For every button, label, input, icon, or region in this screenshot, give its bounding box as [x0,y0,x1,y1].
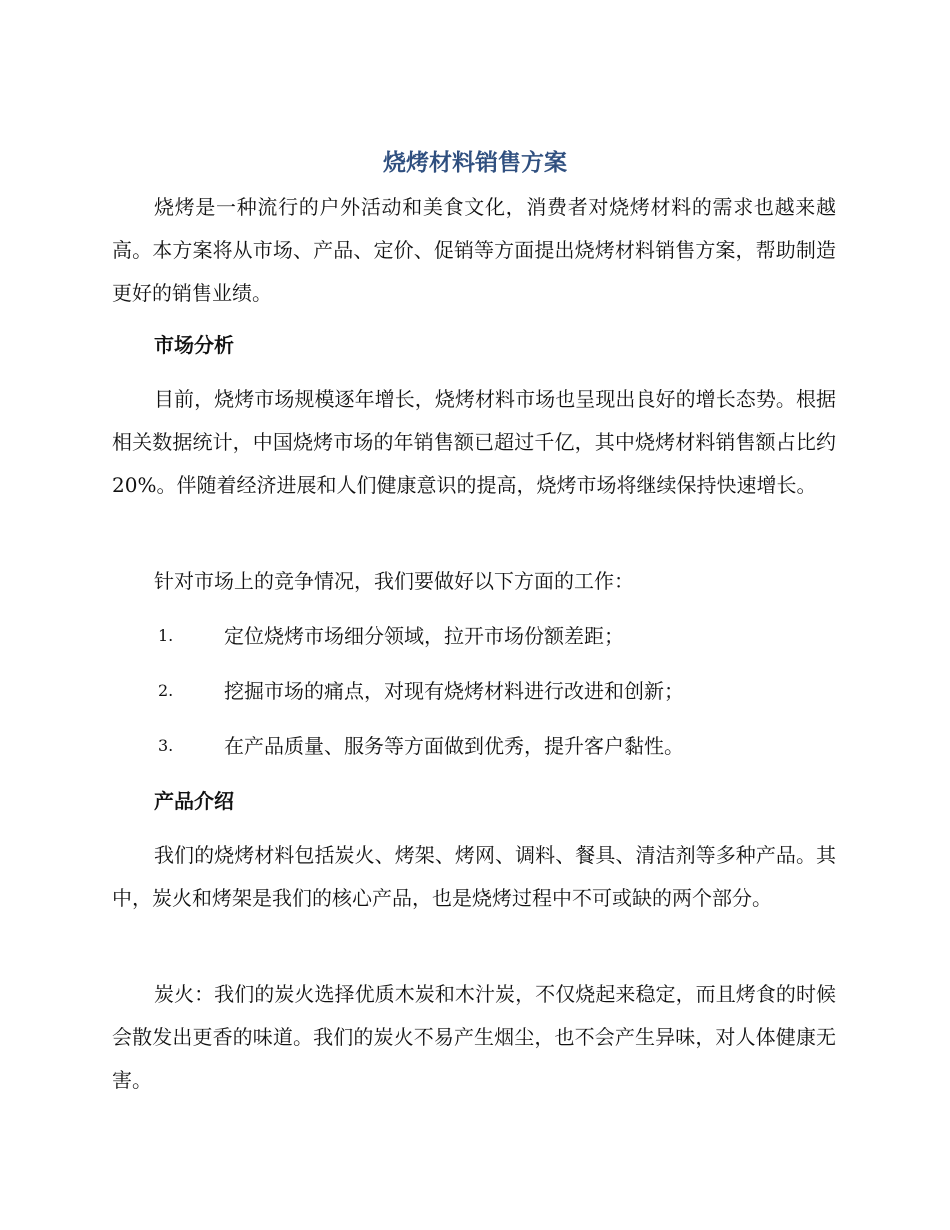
list-item-number: 2. [158,681,174,700]
list-item-number: 3. [158,736,174,755]
list-item-number: 1. [158,626,174,645]
product-paragraph-2: 炭火：我们的炭火选择优质木炭和木汁炭，不仅烧起来稳定，而且烤食的时候会散发出更香的味道。我们的炭火不易产生烟尘，也不会产生异味，对人体健康无害。 [112,982,836,1092]
intro-paragraph: 烧烤是一种流行的户外活动和美食文化，消费者对烧烤材料的需求也越来越高。本方案将从市场、产品、定价、促销等方面提出烧烤材料销售方案，帮助制造更好的销售业绩。 [112,195,836,305]
list-item-text: 在产品质量、服务等方面做到优秀，提升客户黏性。 [224,734,684,758]
list-item-text: 定位烧烤市场细分领域，拉开市场份额差距； [224,624,624,648]
market-paragraph-1: 目前，烧烤市场规模逐年增长，烧烤材料市场也呈现出良好的增长态势。根据相关数据统计，中国烧烤市场的年销售额已超过千亿，其中烧烤材料销售额占比约 20%。伴随着经济进展和人们健康意识的提高，烧烤市场将继续保持快速增长。 [112,387,836,497]
list-item-text: 挖掘市场的痛点，对现有烧烤材料进行改进和创新； [224,679,684,703]
product-paragraph-1: 我们的烧烤材料包括炭火、烤架、烤网、调料、餐具、清洁剂等多种产品。其中，炭火和烤架是我们的核心产品，也是烧烤过程中不可或缺的两个部分。 [112,843,836,910]
section-heading-market: 市场分析 [154,333,234,357]
market-paragraph-2: 针对市场上的竞争情况，我们要做好以下方面的工作： [154,569,634,593]
document-title: 烧烤材料销售方案 [383,150,567,176]
section-heading-product: 产品介绍 [154,789,234,813]
